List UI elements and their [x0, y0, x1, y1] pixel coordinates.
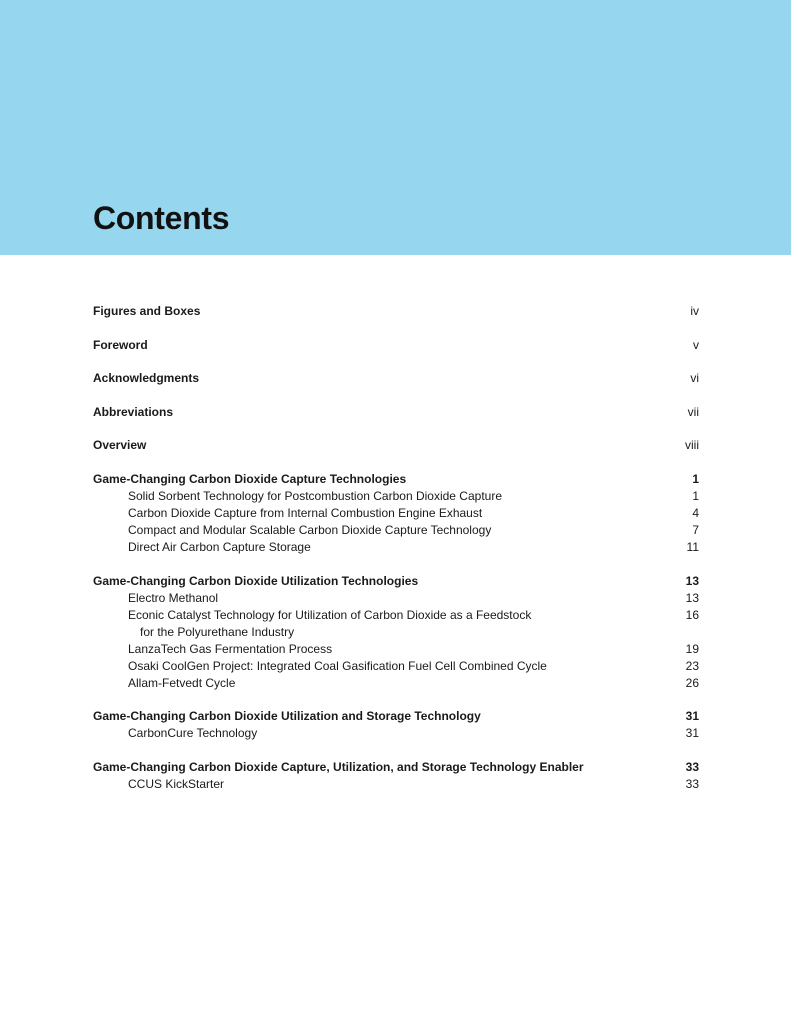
page-title: Contents [93, 200, 230, 236]
toc-entry-page: 7 [692, 522, 699, 537]
toc-entry-page: v [693, 337, 699, 352]
toc-entry-label: Foreword [93, 337, 148, 352]
toc-entry-label: Allam-Fetvedt Cycle [128, 675, 236, 690]
spacer [93, 320, 699, 337]
toc-entry-label: CarbonCure Technology [128, 726, 258, 741]
toc-entry-osaki-coolgen[interactable] [93, 658, 699, 675]
toc-section-page: 31 [685, 709, 699, 724]
toc-entry-electro-methanol[interactable] [93, 590, 699, 607]
toc-section-label: Game-Changing Carbon Dioxide Capture, Utilization, and Storage Technology Enabler [93, 759, 584, 774]
toc-entry-label: Compact and Modular Scalable Carbon Dioxide Capture Technology [128, 522, 492, 537]
toc-entry-label: Electro Methanol [128, 590, 219, 605]
toc-entry-page: 11 [686, 539, 699, 554]
toc-section-page: 13 [685, 573, 699, 588]
toc-entry-page: 31 [685, 726, 699, 741]
toc-section-enabler[interactable] [93, 759, 699, 776]
toc-section-label: Game-Changing Carbon Dioxide Capture Technologies [93, 471, 407, 486]
toc-entry-label: Figures and Boxes [93, 304, 201, 318]
toc-entry-label: Overview [93, 438, 147, 453]
toc-entry-label: Solid Sorbent Technology for Postcombustion Carbon Dioxide Capture [128, 488, 502, 503]
toc-entry-page: viii [685, 438, 699, 453]
toc-entry-page: 4 [692, 505, 699, 520]
toc-entry-label: Carbon Dioxide Capture from Internal Combustion Engine Exhaust [128, 505, 483, 520]
toc-entry-direct-air[interactable] [93, 539, 699, 556]
spacer [93, 742, 699, 759]
toc-entry-compact-modular[interactable] [93, 522, 699, 539]
spacer [93, 421, 699, 438]
toc-section-utilization[interactable] [93, 573, 699, 590]
spacer [93, 454, 699, 471]
toc-entry-ccus-kickstarter[interactable] [93, 776, 699, 793]
toc-entry-overview[interactable] [93, 437, 699, 454]
toc-section-label: Game-Changing Carbon Dioxide Utilization and Storage Technology [93, 709, 481, 724]
toc-entry-label: Acknowledgments [93, 371, 200, 386]
spacer [93, 556, 699, 573]
toc-entry-page: vii [687, 404, 699, 419]
toc-entry-label: CCUS KickStarter [128, 776, 225, 791]
toc-entry-solid-sorbent[interactable] [93, 488, 699, 505]
toc-entry-page: iv [690, 304, 699, 318]
toc-entry-econic-catalyst-continued[interactable] [93, 624, 699, 641]
toc-entry-page: 19 [685, 641, 699, 656]
toc-entry-page: 1 [692, 488, 699, 503]
toc-entry-acknowledgments[interactable] [93, 370, 699, 387]
spacer [93, 387, 699, 404]
toc-entry-engine-exhaust[interactable] [93, 505, 699, 522]
toc-section-utilization-storage[interactable] [93, 708, 699, 725]
toc-entry-lanzatech[interactable] [93, 641, 699, 658]
toc-entry-allam-fetvedt[interactable] [93, 675, 699, 692]
toc-entry-page: 33 [685, 776, 699, 791]
toc-entry-label: Econic Catalyst Technology for Utilization of Carbon Dioxide as a Feedstock [128, 607, 532, 622]
toc-entry-page: 23 [685, 658, 699, 673]
toc-entry-page: 16 [685, 607, 699, 622]
spacer [93, 692, 699, 709]
toc-entry-page: vi [690, 371, 699, 386]
toc-section-page: 33 [685, 759, 699, 774]
toc-entry-econic-catalyst[interactable] [93, 607, 699, 624]
table-of-contents [93, 303, 699, 793]
toc-section-label: Game-Changing Carbon Dioxide Utilization Technologies [93, 573, 419, 588]
toc-entry-carboncure[interactable] [93, 725, 699, 742]
spacer [93, 354, 699, 371]
toc-entry-figures-and-boxes[interactable] [93, 303, 699, 320]
toc-entry-label: Abbreviations [93, 404, 174, 419]
toc-entry-label: for the Polyurethane Industry [140, 624, 295, 639]
toc-entry-page: 13 [685, 590, 699, 605]
toc-entry-page: 26 [685, 675, 699, 690]
toc-section-page: 1 [692, 471, 699, 486]
toc-entry-label: LanzaTech Gas Fermentation Process [128, 641, 333, 656]
toc-entry-abbreviations[interactable] [93, 404, 699, 421]
toc-entry-label: Direct Air Carbon Capture Storage [128, 539, 311, 554]
toc-entry-foreword[interactable] [93, 337, 699, 354]
toc-section-capture[interactable] [93, 471, 699, 488]
toc-entry-label: Osaki CoolGen Project: Integrated Coal Gasification Fuel Cell Combined Cycle [128, 658, 547, 673]
header-band [0, 0, 791, 255]
